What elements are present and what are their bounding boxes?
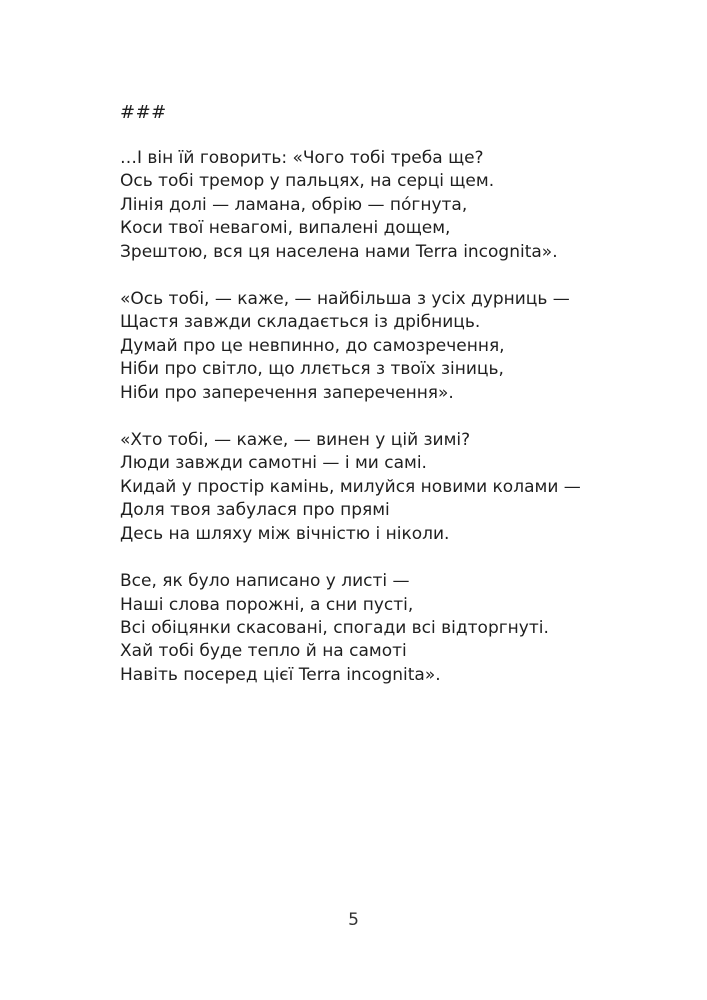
- stanza-1: [120, 147, 680, 264]
- poem-line: Люди завжди самотні — і ми самі.: [120, 453, 427, 474]
- poem-line: Всі обіцянки скасовані, спогади всі відторгнуті.: [120, 617, 549, 638]
- stanza-3: [120, 429, 680, 546]
- poem-line: «Ось тобі, — каже, — найбільша з усіх дурниць —: [120, 289, 570, 310]
- poem-line: Наші слова порожні, а сни пусті,: [120, 594, 414, 615]
- poem: [120, 147, 680, 711]
- page-number: 5: [348, 910, 359, 930]
- poem-line: Навіть посеред цієї Terra incognita».: [120, 664, 441, 685]
- stanza-2: [120, 288, 680, 405]
- poem-line: Доля твоя забулася про прямі: [120, 500, 390, 521]
- poem-line: Думай про це невпинно, до самозречення,: [120, 335, 505, 356]
- poem-line: Зрештою, вся ця населена нами Terra incognita».: [120, 241, 558, 262]
- poem-line: Десь на шляху між вічністю і ніколи.: [120, 523, 450, 544]
- section-separator: ###: [120, 102, 167, 123]
- poem-line: «Хто тобі, — каже, — винен у цій зимі?: [120, 430, 471, 451]
- poem-line: Ніби про заперечення заперечення».: [120, 382, 454, 403]
- poem-line: …І він їй говорить: «Чого тобі треба ще?: [120, 148, 484, 168]
- stanza-4: [120, 570, 680, 687]
- poem-line: Хай тобі буде тепло й на самоті: [120, 641, 407, 662]
- poem-line: Коси твої невагомі, випалені дощем,: [120, 218, 451, 239]
- poem-line: Ось тобі тремор у пальцях, на серці щем.: [120, 171, 495, 192]
- poem-line: Кидай у простір камінь, милуйся новими колами —: [120, 476, 581, 497]
- poem-line: Ніби про світло, що ллється з твоїх зіниць,: [120, 359, 504, 380]
- poem-line: Щастя завжди складається із дрібниць.: [120, 312, 481, 333]
- poem-line: Все, як було написано у листі —: [120, 571, 410, 592]
- poem-line: Лінія долі — ламана, обрію — пóгнута,: [120, 194, 468, 215]
